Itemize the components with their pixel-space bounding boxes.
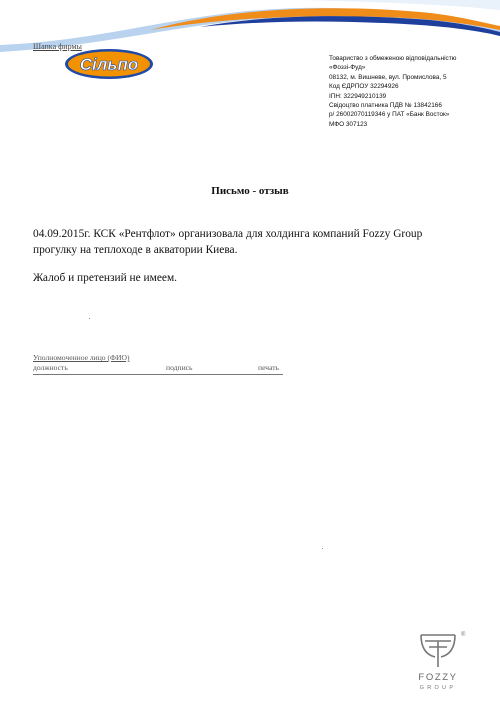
letterhead-label: Шапка фирмы bbox=[33, 42, 82, 51]
company-line: р/ 26002070119346 у ПАТ «Банк Восток» bbox=[329, 111, 450, 119]
company-line: Свідоцтво платника ПДВ № 13842166 bbox=[329, 102, 442, 110]
silpo-logo-text: Сільпо bbox=[79, 55, 139, 74]
company-line: МФО 307123 bbox=[329, 120, 368, 128]
signature-block bbox=[33, 353, 293, 375]
scan-speck bbox=[89, 318, 90, 319]
company-line: ІПН: 322949210139 bbox=[329, 92, 387, 100]
company-line: 08132, м. Вишневе, вул. Промислова, 5 bbox=[329, 73, 447, 81]
scan-speck bbox=[322, 548, 323, 549]
body-line: 04.09.2015г. КСК «Рентфлот» организовала для холдинга компаний Fozzy Group bbox=[33, 228, 423, 240]
position-label: должность bbox=[33, 363, 68, 372]
company-line: Товариство з обмеженою відповідальністю bbox=[329, 55, 457, 62]
silpo-logo bbox=[63, 47, 155, 81]
fozzy-brand-name: FOZZY bbox=[418, 672, 458, 683]
registered-mark: ® bbox=[461, 632, 466, 638]
company-line: Код ЄДРПОУ 32294926 bbox=[329, 83, 399, 91]
signature-row bbox=[33, 363, 283, 375]
authorized-person-label: Уполномоченное лицо (ФИО) bbox=[33, 353, 130, 362]
stamp-label: печать bbox=[258, 363, 280, 372]
body-line: Жалоб и претензий не имеем. bbox=[33, 272, 178, 284]
body-line: прогулку на теплоходе в акватории Киева. bbox=[33, 244, 238, 256]
company-details bbox=[329, 54, 494, 129]
signature-label: подпись bbox=[166, 363, 193, 372]
company-line: «Фоззі-Фуд» bbox=[329, 64, 366, 72]
letter-body bbox=[33, 226, 463, 286]
fozzy-brand-subname: GROUP bbox=[419, 685, 457, 691]
letter-title: Письмо - отзыв bbox=[211, 185, 289, 197]
